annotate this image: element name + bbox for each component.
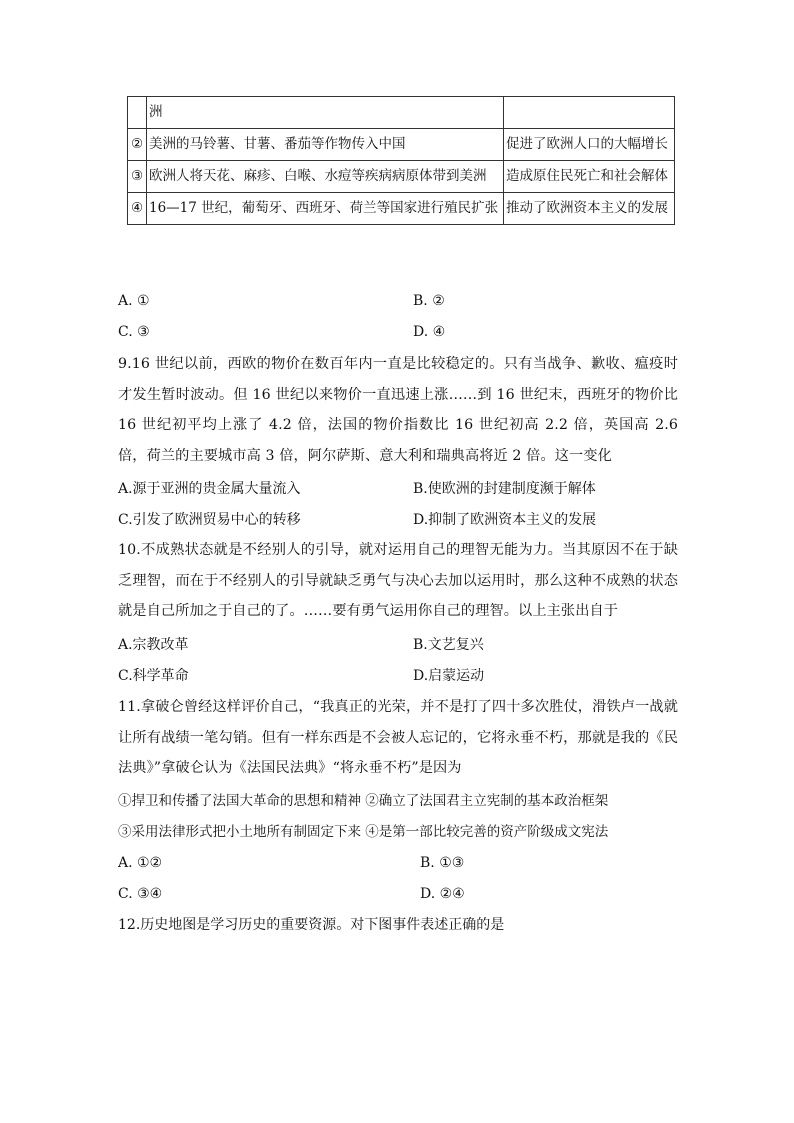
- row-number: [128, 97, 147, 129]
- q9-stem: 9.16 世纪以前，西欧的物价在数百年内一直是比较稳定的。只有当战争、歉收、瘟疫时才发生暂时波动。但 16 世纪以来物价一直迅速上涨……到 16 世纪末，西班牙的物价比 16 世纪初平均上涨了 4.2 倍，法国的物价指数比 16 世纪初高 2.2 倍，英国高 2.6 倍，荷兰的主要城市高 3 倍，阿尔萨斯、意大利和瑞典高将近 2 倍。这一变化: [118, 356, 678, 464]
- q8-option-c[interactable]: C. ③: [118, 324, 150, 340]
- q9-option-d[interactable]: D.抑制了欧洲资本主义的发展: [413, 512, 597, 528]
- table-row: [128, 193, 675, 225]
- q8-option-d[interactable]: D. ④: [413, 324, 446, 340]
- q8-option-a[interactable]: A. ①: [118, 293, 150, 309]
- row-impact: 造成原住民死亡和社会解体: [504, 161, 675, 193]
- q11-stem: 11.拿破仑曾经这样评价自己，“我真正的光荣，并不是打了四十多次胜仗，滑铁卢一战就让所有战绩一笔勾销。但有一样东西是不会被人忘记的，它将永垂不朽，那就是我的《民法典》”拿破仑认为《法国民法典》“将永垂不朽”是因为: [118, 699, 678, 777]
- row-event: 16—17 世纪，葡萄牙、西班牙、荷兰等国家进行殖民扩张: [147, 193, 504, 225]
- row-number: ②: [128, 129, 147, 161]
- q11-statements-1: ①捍卫和传播了法国大革命的思想和精神 ②确立了法国君主立宪制的基本政治框架: [118, 793, 609, 809]
- row-event: 美洲的马铃薯、甘薯、番茄等作物传入中国: [147, 129, 504, 161]
- q10-option-c[interactable]: C.科学革命: [118, 668, 189, 684]
- table-row: [128, 97, 675, 129]
- row-number: ③: [128, 161, 147, 193]
- q11-option-a[interactable]: A. ①②: [118, 855, 163, 871]
- q11-option-b[interactable]: B. ①③: [420, 855, 465, 871]
- row-number: ④: [128, 193, 147, 225]
- table-row: [128, 161, 675, 193]
- q8-option-b[interactable]: B. ②: [413, 293, 445, 309]
- q11-option-c[interactable]: C. ③④: [118, 886, 163, 902]
- q11-option-d[interactable]: D. ②④: [420, 886, 465, 902]
- q10-option-a[interactable]: A.宗教改革: [118, 637, 189, 653]
- q10-option-b[interactable]: B.文艺复兴: [413, 637, 484, 653]
- q10-stem: 10.不成熟状态就是不经别人的引导，就对运用自己的理智无能为力。当其原因不在于缺乏理智，而在于不经别人的引导就缺乏勇气与决心去加以运用时，那么这种不成熟的状态就是自己所加之于自己的了。……要有勇气运用你自己的理智。以上主张出自于: [118, 542, 678, 620]
- q9-option-a[interactable]: A.源于亚洲的贵金属大量流入: [118, 481, 301, 497]
- q9-option-b[interactable]: B.使欧洲的封建制度濒于解体: [413, 481, 596, 497]
- q11-statements-2: ③采用法律形式把小土地所有制固定下来 ④是第一部比较完善的资产阶级成文宪法: [118, 824, 609, 840]
- row-impact: [504, 97, 675, 129]
- row-event: 欧洲人将天花、麻疹、白喉、水痘等疾病病原体带到美洲: [147, 161, 504, 193]
- row-impact: 推动了欧洲资本主义的发展: [504, 193, 675, 225]
- q12-stem: 12.历史地图是学习历史的重要资源。对下图事件表述正确的是: [118, 917, 505, 933]
- q9-option-c[interactable]: C.引发了欧洲贸易中心的转移: [118, 512, 301, 528]
- row-event: 洲: [147, 97, 504, 129]
- events-table: [127, 96, 675, 225]
- table-row: [128, 129, 675, 161]
- row-impact: 促进了欧洲人口的大幅增长: [504, 129, 675, 161]
- q10-option-d[interactable]: D.启蒙运动: [413, 668, 485, 684]
